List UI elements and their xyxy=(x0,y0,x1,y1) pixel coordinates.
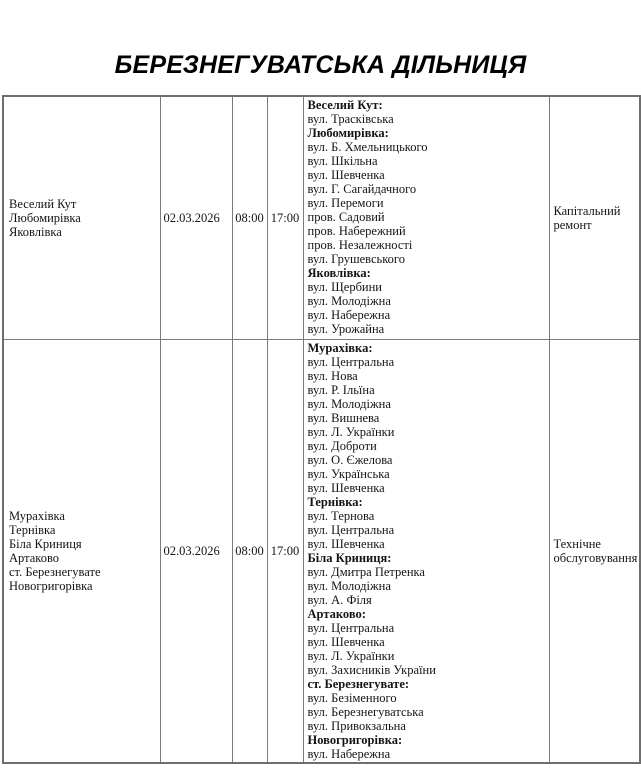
street-line: вул. Трасківська xyxy=(307,112,394,126)
street-line: вул. Березнегуватська xyxy=(307,704,424,719)
street-line: вул. Набережна xyxy=(307,308,391,322)
street-line: вул. Безіменного xyxy=(307,690,397,705)
settlement-header-line: Тернівка: xyxy=(307,494,363,509)
settlement-name: Новогригорівка xyxy=(9,578,93,593)
street-line: вул. Молодіжна xyxy=(307,578,391,593)
street-line: вул. Нова xyxy=(307,368,358,383)
settlement-name: Веселий Кут xyxy=(9,196,77,211)
page-title: БЕРЕЗНЕГУВАТСЬКА ДІЛЬНИЦЯ xyxy=(114,51,527,79)
street-line: вул. А. Філя xyxy=(307,592,372,607)
settlement-header-line: Артаково: xyxy=(307,606,366,621)
schedule-table-body xyxy=(3,96,640,763)
street-line: вул. Доброти xyxy=(307,438,377,453)
date-cell: 02.03.2026 xyxy=(160,96,232,339)
street-line: вул. Набережна xyxy=(307,746,391,761)
street-line: вул. Урожайна xyxy=(307,322,385,336)
settlement-name: Біла Криниця xyxy=(9,536,82,551)
work-type-cell: Капітальний ремонт xyxy=(549,96,640,339)
street-line: вул. Тернова xyxy=(307,508,375,523)
street-line: вул. Перемоги xyxy=(307,196,384,210)
settlement-header-line: Любомирівка: xyxy=(307,126,389,140)
street-line: вул. О. Єжелова xyxy=(307,452,393,467)
street-line: пров. Набережний xyxy=(307,224,406,238)
settlement-name: ст. Березнегувате xyxy=(9,564,101,579)
street-line: вул. Л. Українки xyxy=(307,424,395,439)
street-line: вул. Шкільна xyxy=(307,154,378,168)
street-line: вул. Молодіжна xyxy=(307,294,391,308)
street-line: вул. Захисників України xyxy=(307,662,436,677)
start-time-cell: 08:00 xyxy=(232,339,267,763)
street-line: вул. Українська xyxy=(307,466,390,481)
street-line: вул. Р. Ільїна xyxy=(307,382,375,397)
settlement-header-line: Біла Криниця: xyxy=(307,550,392,565)
street-line: вул. Шевченка xyxy=(307,168,385,182)
settlement-name: Мурахівка xyxy=(9,508,65,523)
settlement-header-line: Мурахівка: xyxy=(307,340,373,355)
streets-cell xyxy=(303,339,549,763)
street-line: вул. Центральна xyxy=(307,620,395,635)
table-row xyxy=(3,96,640,339)
settlement-header-line: Новогригорівка: xyxy=(307,732,403,747)
street-line: вул. Дмитра Петренка xyxy=(307,564,425,579)
street-line: вул. Центральна xyxy=(307,354,395,369)
end-time-cell: 17:00 xyxy=(267,96,303,339)
street-line: пров. Садовий xyxy=(307,210,385,224)
date-cell: 02.03.2026 xyxy=(160,339,232,763)
start-time-cell: 08:00 xyxy=(232,96,267,339)
table-row xyxy=(3,339,640,763)
settlement-name: Артаково xyxy=(9,550,60,565)
street-line: пров. Незалежності xyxy=(307,238,413,252)
settlements-cell xyxy=(3,339,160,763)
street-line: вул. Л. Українки xyxy=(307,648,395,663)
street-line: вул. Грушевського xyxy=(307,252,405,266)
settlement-header-line: Веселий Кут: xyxy=(307,98,383,112)
street-line: вул. Молодіжна xyxy=(307,396,391,411)
settlement-name: Тернівка xyxy=(9,522,56,537)
settlement-header-line: ст. Березнегувате: xyxy=(307,676,410,691)
street-line: вул. Шевченка xyxy=(307,480,385,495)
street-line: вул. Центральна xyxy=(307,522,395,537)
settlement-name: Яковлівка xyxy=(9,224,62,239)
settlement-name: Любомирівка xyxy=(9,210,81,225)
street-line: вул. Г. Сагайдачного xyxy=(307,182,417,196)
settlements-cell xyxy=(3,96,160,339)
street-line: вул. Б. Хмельницького xyxy=(307,140,428,154)
street-line: вул. Привокзальна xyxy=(307,718,406,733)
settlement-header-line: Яковлівка: xyxy=(307,266,371,280)
street-line: вул. Вишнева xyxy=(307,410,380,425)
work-type-cell: Технічне обслуговування xyxy=(549,339,640,763)
street-line: вул. Шевченка xyxy=(307,634,385,649)
end-time-cell: 17:00 xyxy=(267,339,303,763)
street-line: вул. Щербини xyxy=(307,280,382,294)
schedule-table xyxy=(2,95,641,764)
street-line: вул. Шевченка xyxy=(307,536,385,551)
streets-cell xyxy=(303,96,549,339)
